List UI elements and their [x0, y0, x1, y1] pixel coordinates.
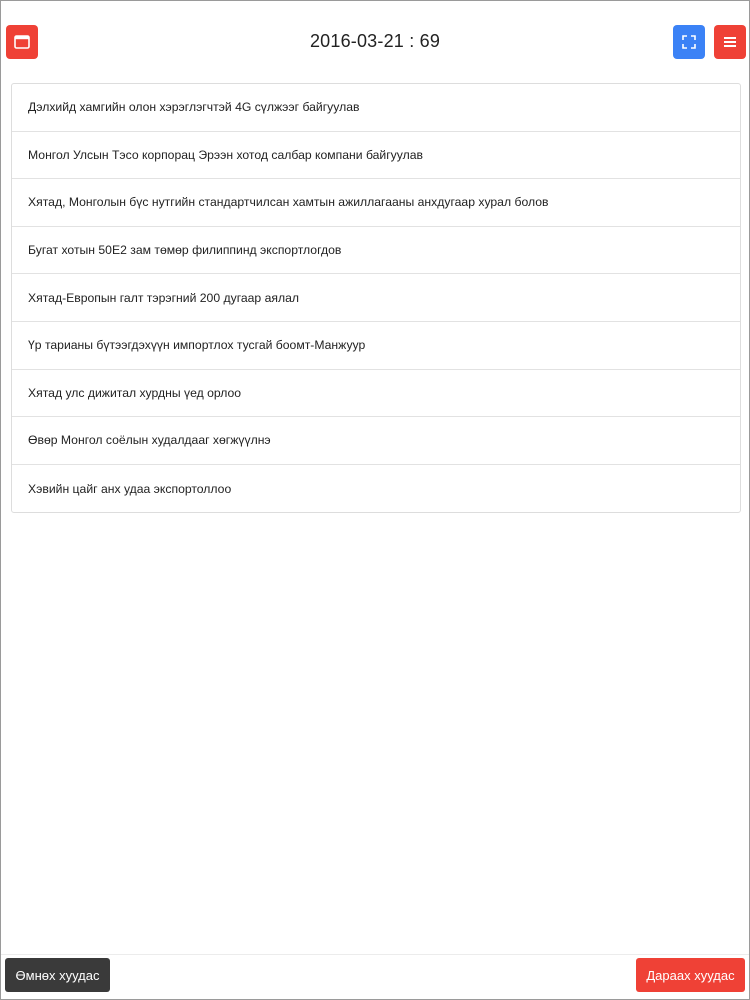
list-item[interactable]: Монгол Улсын Тэсо корпорац Эрээн хотод салбар компани байгуулав [12, 132, 740, 180]
fullscreen-button[interactable] [673, 25, 705, 59]
list-item[interactable]: Үр тарианы бүтээгдэхүүн импортлох тусгай боомт-Манжуур [12, 322, 740, 370]
window-button[interactable] [6, 25, 38, 59]
article-list [11, 83, 741, 513]
page-title: 2016-03-21 : 69 [309, 31, 441, 51]
list-item[interactable]: Хятад-Европын галт тэрэгний 200 дугаар аялал [12, 274, 740, 322]
hamburger-menu-icon [723, 35, 737, 49]
next-page-button[interactable]: Дараах хуудас [636, 958, 745, 992]
list-item[interactable]: Хятад, Монголын бүс нутгийн стандартчилсан хамтын ажиллагааны анхдугаар хурал болов [12, 179, 740, 227]
previous-page-button[interactable]: Өмнөх хуудас [5, 958, 110, 992]
list-item[interactable]: Бугат хотын 50Е2 зам төмөр филиппинд экспортлогдов [12, 227, 740, 275]
menu-button[interactable] [714, 25, 746, 59]
list-item[interactable]: Дэлхийд хамгийн олон хэрэглэгчтэй 4G сүлжээг байгуулав [12, 84, 740, 132]
list-item[interactable]: Хэвийн цайг анх удаа экспортоллоо [28, 481, 232, 496]
list-item[interactable]: Өвөр Монгол соёлын худалдааг хөгжүүлнэ [12, 417, 740, 465]
pagination-bar [1, 954, 749, 999]
window-icon [14, 35, 30, 49]
list-item[interactable]: Хятад улс дижитал хурдны үед орлоо [12, 370, 740, 418]
header-bar [1, 1, 749, 83]
fullscreen-icon [682, 35, 696, 49]
